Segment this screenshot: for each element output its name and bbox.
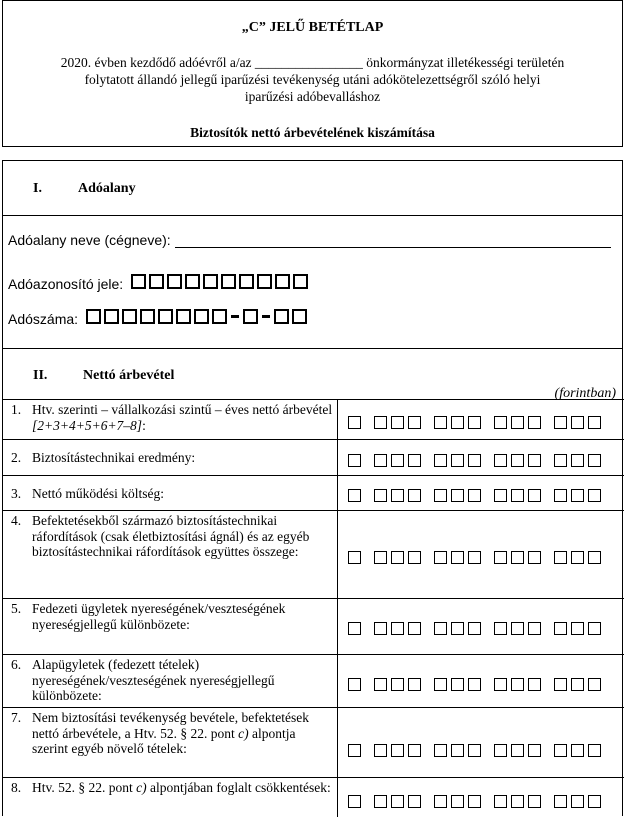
row-number: 5.	[11, 601, 22, 616]
tax-id-label: Adóazonosító jele:	[8, 276, 124, 292]
row-label: Biztosítástechnikai eredmény:	[32, 450, 196, 465]
amount-field[interactable]	[348, 548, 605, 566]
section2-number: II.	[33, 368, 48, 383]
amount-field[interactable]	[348, 741, 605, 759]
amount-field[interactable]	[348, 619, 605, 637]
amount-field[interactable]	[348, 413, 605, 431]
table-row	[3, 475, 624, 510]
form-description-line2: folytatott állandó jellegű iparűzési tevékenység utáni adókötelezettségről szóló helyi	[84, 72, 541, 87]
table-row	[3, 399, 624, 439]
table-row	[3, 777, 624, 817]
main-form	[2, 160, 623, 816]
form-subtitle: Biztosítók nettó árbevételének kiszámítása	[190, 125, 435, 140]
row-number: 2.	[11, 450, 22, 465]
divider	[3, 348, 622, 349]
row-label: Nem biztosítási tevékenység bevétele, befektetések nettó árbevétele, a Htv. 52. § 22. pont c) alpontja szerint egyéb növelő tételek:	[32, 710, 310, 756]
form-description-line3: iparűzési adóbevalláshoz	[244, 89, 381, 104]
table-row	[3, 654, 624, 707]
row-number: 1.	[11, 402, 22, 417]
row-number: 3.	[11, 486, 22, 501]
row-label: Htv. 52. § 22. pont c) alpontjában foglalt csökkentések:	[32, 780, 331, 795]
taxpayer-name-label: Adóalany neve (cégneve):	[8, 232, 171, 248]
row-formula: [2+3+4+5+6+7–8]	[32, 417, 143, 433]
row-label: Fedezeti ügyletek nyereségének/veszteségének nyereségjellegű különbözete:	[32, 601, 286, 632]
tax-id-field[interactable]	[131, 273, 311, 289]
divider	[3, 215, 622, 216]
row-label: Alapügyletek (fedezett tételek) nyereségének/veszteségének nyereségjellegű különbözete:	[32, 657, 275, 703]
amount-field[interactable]	[348, 792, 605, 810]
table-row	[3, 598, 624, 654]
amount-field[interactable]	[348, 451, 605, 469]
section2-title: Nettó árbevétel	[83, 368, 175, 383]
row-number: 6.	[11, 657, 22, 672]
form-description	[13, 54, 612, 105]
amount-field[interactable]	[348, 486, 605, 504]
row-number: 4.	[11, 513, 22, 528]
section1-number: I.	[33, 181, 42, 196]
row-label: Nettó működési költség:	[32, 486, 164, 501]
section1-title: Adóalany	[78, 181, 136, 196]
row-number: 8.	[11, 780, 22, 795]
taxpayer-name-field[interactable]	[175, 247, 611, 248]
row-number: 7.	[11, 710, 22, 725]
row-label: Htv. szerinti – vállalkozási szintű – éves nettó árbevétel [2+3+4+5+6+7–8]:	[32, 402, 333, 433]
unit-label: (forintban)	[554, 386, 616, 401]
table-row	[3, 510, 624, 598]
tax-number-label: Adószáma:	[8, 311, 79, 327]
header-box	[2, 0, 623, 147]
table-row	[3, 439, 624, 475]
amount-field[interactable]	[348, 675, 605, 693]
form-title: „C” JELŰ BETÉTLAP	[241, 20, 384, 35]
form-description-line1: 2020. évben kezdődő adóévről a/az ________________ önkormányzat illetékességi területén	[60, 55, 565, 70]
table-row	[3, 707, 624, 777]
row-label: Befektetésekből származó biztosítástechnikai ráfordítások (csak életbiztosítási ágnál) és az egyéb biztosítástechnikai ráfordítások együttes összege:	[32, 513, 310, 559]
tax-number-field[interactable]	[86, 308, 310, 324]
